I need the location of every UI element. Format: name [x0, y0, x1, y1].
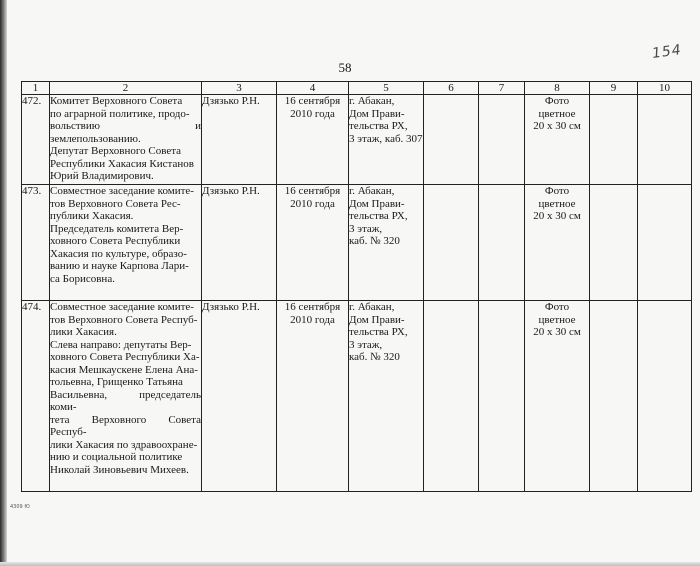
description-line: тольевна, Грищенко Татьяна: [50, 376, 183, 388]
description-line: ванию и науке Карпова Лари-: [50, 260, 189, 272]
entry-col7: [479, 95, 525, 185]
description-line: са Борисовна.: [50, 272, 115, 285]
entry-author: Дзязько Р.Н.: [202, 185, 277, 301]
column-header: 6: [424, 82, 479, 95]
place-line: Дом Прави-: [349, 197, 405, 210]
entry-col10: [638, 185, 692, 301]
description-line: лики Хакасия по здравоохране-: [50, 438, 198, 451]
entry-description: [50, 95, 202, 185]
description-line: касия Мешкаускене Елена Ана-: [50, 363, 198, 376]
entry-format: [525, 95, 590, 185]
format-line: цветное: [538, 313, 576, 326]
description-line: Совместное заседание комите-: [50, 185, 194, 197]
format-line: Фото: [544, 185, 570, 197]
entry-col6: [424, 301, 479, 492]
entry-author: Дзязько Р.Н.: [202, 95, 277, 185]
entry-col10: [638, 95, 692, 185]
entry-place: [349, 95, 424, 185]
column-header: 4: [277, 82, 349, 95]
description-line: лики Хакасия.: [50, 326, 117, 338]
handwritten-sheet-number: 154: [651, 42, 683, 62]
entry-col7: [479, 301, 525, 492]
column-header: 10: [638, 82, 692, 95]
entry-col9: [590, 301, 638, 492]
scan-bottom-edge: [0, 562, 700, 566]
date-line: 2010 года: [290, 107, 335, 120]
scan-shadow-edge: [0, 0, 7, 566]
description-line: Совместное заседание комите-: [50, 301, 194, 313]
place-line: г. Абакан,: [349, 301, 395, 313]
entry-col6: [424, 185, 479, 301]
description-line: Председатель комитета Вер-: [50, 222, 184, 235]
format-line: 20 х 30 см: [533, 210, 581, 222]
entry-col7: [479, 185, 525, 301]
table-row: [22, 95, 692, 185]
place-line: г. Абакан,: [349, 95, 395, 107]
description-line: Слева направо: депутаты Вер-: [50, 338, 192, 351]
entry-col9: [590, 95, 638, 185]
entry-author: Дзязько Р.Н.: [202, 301, 277, 492]
place-line: Дом Прави-: [349, 313, 405, 326]
table-row: [22, 301, 692, 492]
entry-format: [525, 301, 590, 492]
format-line: Фото: [544, 301, 570, 313]
entry-col10: [638, 301, 692, 492]
description-line: публики Хакасия.: [50, 210, 134, 222]
column-header: 5: [349, 82, 424, 95]
place-line: 3 этаж,: [349, 338, 383, 351]
description-line: ховного Совета Республики: [50, 235, 181, 247]
description-line: Республики Хакасия Кистанов: [50, 157, 194, 170]
format-line: 20 х 30 см: [533, 326, 581, 338]
place-line: 3 этаж, каб. 307: [349, 132, 423, 145]
date-line: 16 сентября: [284, 185, 341, 197]
column-header: 9: [590, 82, 638, 95]
entry-description: [50, 185, 202, 301]
column-header: 2: [50, 82, 202, 95]
description-line: Комитет Верховного Совета: [50, 95, 183, 107]
description-line: тов Верховного Совета Респуб-: [50, 313, 198, 326]
entry-date: [277, 185, 349, 301]
archive-code: 4309 Ю: [10, 504, 30, 510]
description-line: Хакасия по культуре, образо-: [50, 247, 187, 260]
format-line: цветное: [538, 197, 576, 210]
description-line: по аграрной политике, продо-: [50, 107, 190, 120]
date-line: 2010 года: [290, 313, 335, 326]
description-line: Депутат Верховного Совета: [50, 145, 182, 157]
photo-register-table: [21, 81, 692, 492]
column-header: 8: [525, 82, 590, 95]
place-line: каб. № 320: [349, 235, 400, 247]
entry-description: [50, 301, 202, 492]
description-line: Васильевна, председатель коми-: [50, 388, 201, 413]
entry-date: [277, 95, 349, 185]
place-line: 3 этаж,: [349, 222, 383, 235]
description-line: тета Верховного Совета Респуб-: [50, 413, 201, 438]
place-line: тельства РХ,: [349, 120, 408, 132]
entry-format: [525, 185, 590, 301]
description-line: ховного Совета Республики Ха-: [50, 351, 200, 363]
format-line: цветное: [538, 107, 576, 120]
format-line: 20 х 30 см: [533, 120, 581, 132]
date-line: 16 сентября: [284, 95, 341, 107]
column-number-header-row: [22, 82, 692, 95]
entry-place: [349, 301, 424, 492]
format-line: Фото: [544, 95, 570, 107]
description-line: тов Верховного Совета Рес-: [50, 197, 181, 210]
entry-place: [349, 185, 424, 301]
description-line: Юрий Владимирович.: [50, 170, 154, 182]
date-line: 16 сентября: [284, 301, 341, 313]
entry-number: 472.: [22, 95, 50, 185]
description-line: вольствию и землепользованию.: [50, 120, 201, 145]
page-number: 58: [338, 60, 352, 75]
place-line: Дом Прави-: [349, 107, 405, 120]
description-line: нию и социальной политике: [50, 451, 183, 463]
place-line: каб. № 320: [349, 351, 400, 363]
entry-col6: [424, 95, 479, 185]
place-line: тельства РХ,: [349, 326, 408, 338]
entry-col9: [590, 185, 638, 301]
table-row: [22, 185, 692, 301]
entry-number: 473.: [22, 185, 50, 301]
description-line: Николай Зиновьевич Михеев.: [50, 463, 189, 476]
column-header: 3: [202, 82, 277, 95]
entry-date: [277, 301, 349, 492]
place-line: тельства РХ,: [349, 210, 408, 222]
date-line: 2010 года: [290, 197, 335, 210]
place-line: г. Абакан,: [349, 185, 395, 197]
entry-number: 474.: [22, 301, 50, 492]
column-header: 7: [479, 82, 525, 95]
column-header: 1: [22, 82, 50, 95]
